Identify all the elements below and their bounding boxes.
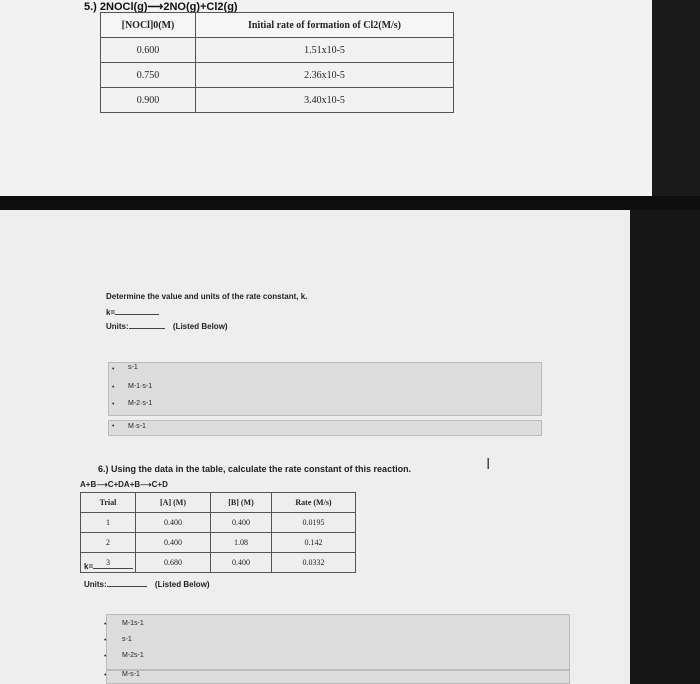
- listed-below-label: (Listed Below): [154, 580, 210, 589]
- table-row: [101, 88, 454, 113]
- option-item[interactable]: M-2s-1: [122, 652, 144, 659]
- table-cell: 0.0332: [272, 553, 356, 573]
- table-cell: 2: [81, 533, 136, 553]
- table-header: Rate (M/s): [272, 493, 356, 513]
- table-row: [101, 63, 454, 88]
- bullet: •: [112, 366, 115, 373]
- bullet: •: [104, 672, 107, 679]
- reaction-equation: A+B⟶C+DA+B⟶C+D: [80, 480, 168, 489]
- table-cell: 0.600: [101, 38, 196, 63]
- bullet: •: [112, 423, 115, 430]
- table-cell: 0.0195: [272, 513, 356, 533]
- k-label: k=: [106, 308, 116, 317]
- bullet: •: [112, 401, 115, 408]
- question-5-prompt: Determine the value and units of the rate constant, k.: [106, 292, 308, 301]
- table-row: [81, 513, 356, 533]
- listed-below-label: (Listed Below): [172, 322, 228, 331]
- option-item[interactable]: M-1s-1: [122, 620, 144, 627]
- bullet: •: [104, 621, 107, 628]
- table-header: [B] (M): [211, 493, 272, 513]
- dark-edge: [652, 0, 700, 196]
- option-item[interactable]: M-s-1: [122, 671, 140, 678]
- table-header: [A] (M): [136, 493, 211, 513]
- table-cell: 1.51x10-5: [196, 38, 454, 63]
- text-cursor-icon: I: [486, 456, 491, 473]
- table-cell: 0.142: [272, 533, 356, 553]
- question-5-table: [100, 12, 454, 113]
- table-cell: 0.400: [136, 513, 211, 533]
- units-label: Units:: [106, 322, 129, 331]
- table-cell: 3.40x10-5: [196, 88, 454, 113]
- question-6-table: [80, 492, 356, 573]
- table-header: Trial: [81, 493, 136, 513]
- table-cell: 0.400: [211, 513, 272, 533]
- page-divider: [0, 196, 700, 210]
- option-item[interactable]: s-1: [122, 636, 132, 643]
- page-bottom-section: [0, 210, 630, 684]
- table-cell: 0.400: [211, 553, 272, 573]
- table-cell: 2.36x10-5: [196, 63, 454, 88]
- units-blank: [107, 586, 147, 587]
- answer-options-box: [106, 614, 570, 670]
- bullet: •: [112, 384, 115, 391]
- table-cell: 0.680: [136, 553, 211, 573]
- k-field: [84, 562, 133, 571]
- answer-option-box: [108, 420, 542, 436]
- dark-edge: [630, 210, 700, 684]
- k-field: [106, 308, 159, 317]
- table-row: [101, 38, 454, 63]
- table-cell: 0.900: [101, 88, 196, 113]
- table-header: Initial rate of formation of Cl2(M/s): [196, 13, 454, 38]
- option-item[interactable]: M-2·s-1: [128, 400, 153, 407]
- question-6-title: 6.) Using the data in the table, calculate the rate constant of this reaction.: [98, 464, 412, 474]
- option-item[interactable]: s-1: [128, 364, 138, 371]
- option-item[interactable]: M-1·s-1: [128, 383, 153, 390]
- table-header: [NOCl]0(M): [101, 13, 196, 38]
- answer-options-box: [108, 362, 542, 416]
- units-field: [106, 322, 228, 331]
- bullet: •: [104, 637, 107, 644]
- table-cell: 3: [81, 553, 136, 573]
- table-row: [81, 533, 356, 553]
- k-blank: [115, 314, 159, 315]
- question-5-title: 5.) 2NOCl(g)⟶2NO(g)+Cl2(g): [84, 1, 238, 13]
- units-label: Units:: [84, 580, 107, 589]
- table-cell: 1.08: [211, 533, 272, 553]
- table-cell: 0.750: [101, 63, 196, 88]
- units-field: [84, 580, 210, 589]
- k-label: k=: [84, 562, 94, 571]
- bullet: •: [104, 653, 107, 660]
- table-cell: 1: [81, 513, 136, 533]
- option-item[interactable]: M·s-1: [128, 423, 146, 430]
- answer-option-box: [106, 670, 570, 684]
- units-blank: [129, 328, 165, 329]
- k-blank: [93, 568, 133, 569]
- table-cell: 0.400: [136, 533, 211, 553]
